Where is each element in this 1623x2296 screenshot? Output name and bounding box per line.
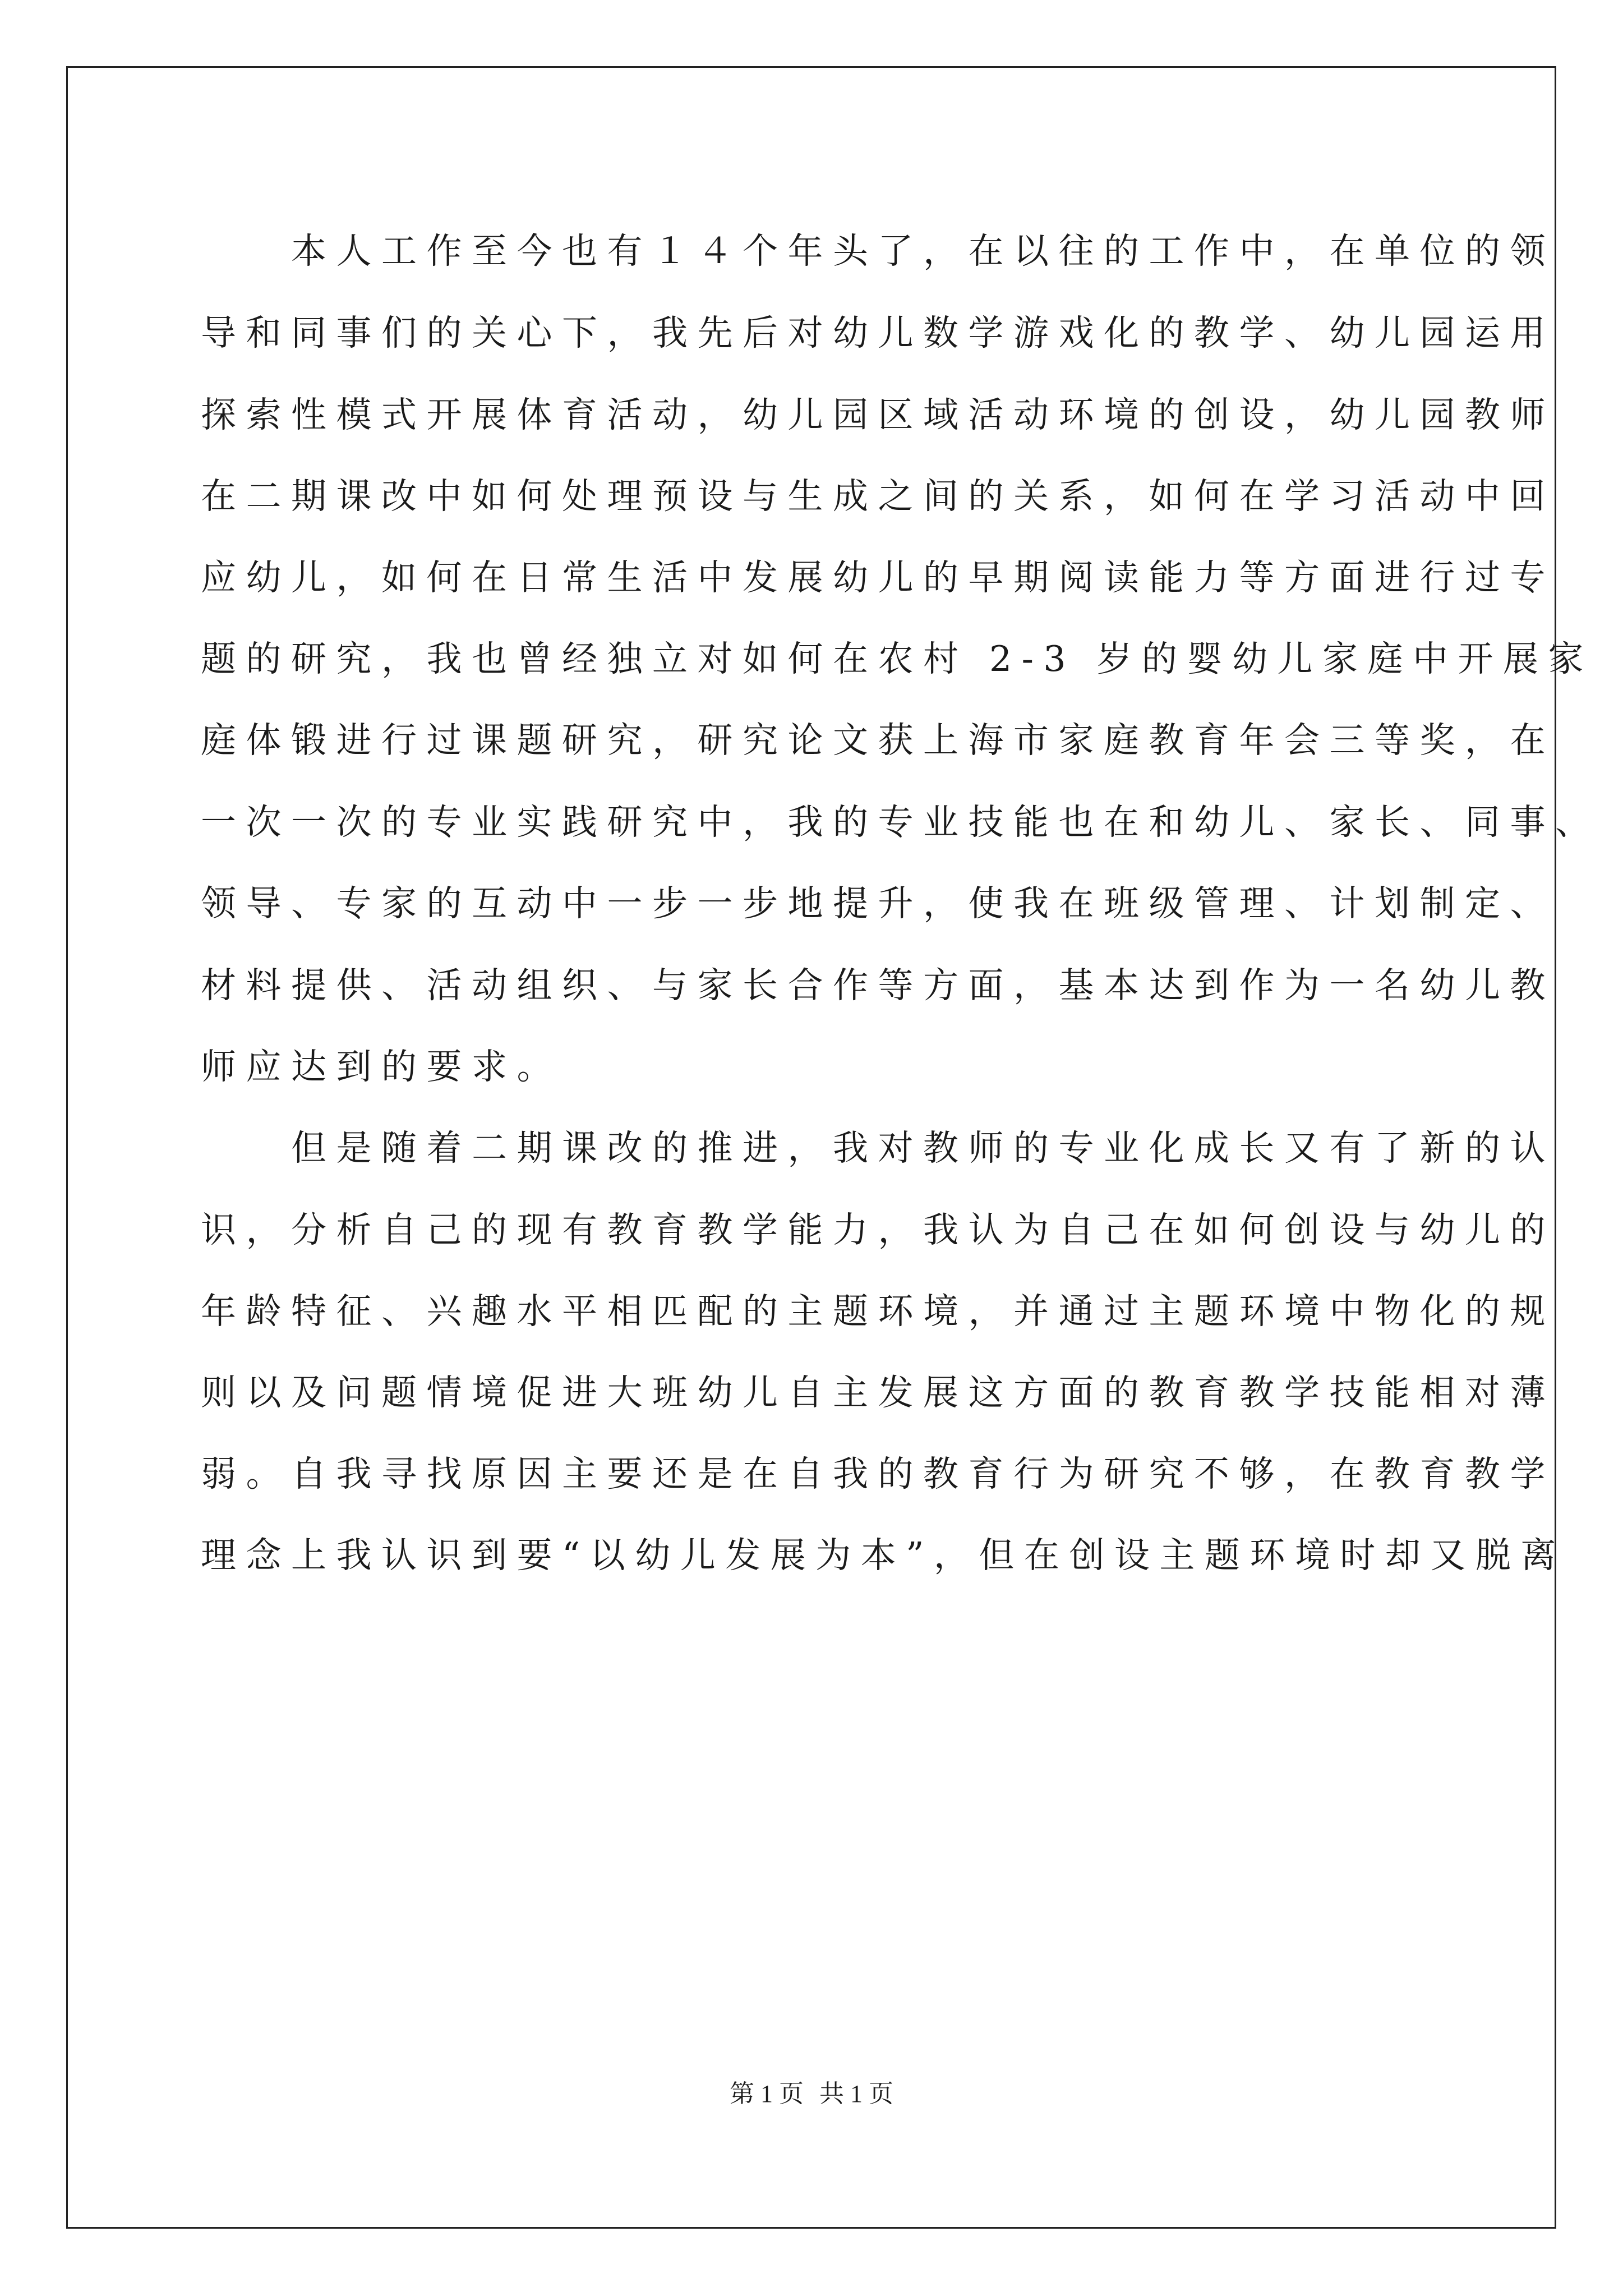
text-line: 则以及问题情境促进大班幼儿自主发展这方面的教育教学技能相对薄 bbox=[201, 1372, 1555, 1413]
text-line: 师应达到的要求。 bbox=[201, 1046, 562, 1087]
text-line: 题的研究，我也曾经独立对如何在农村 2-3 岁的婴幼儿家庭中开展家 bbox=[201, 638, 1594, 679]
text-line: 本人工作至今也有１４个年头了，在以往的工作中，在单位的领 bbox=[201, 231, 1555, 272]
text-line: 识，分析自己的现有教育教学能力，我认为自己在如何创设与幼儿的 bbox=[201, 1209, 1555, 1250]
text-line: 材料提供、活动组织、与家长合作等方面，基本达到作为一名幼儿教 bbox=[201, 965, 1555, 1006]
text-line: 导和同事们的关心下，我先后对幼儿数学游戏化的教学、幼儿园运用 bbox=[201, 312, 1555, 353]
text-line: 但是随着二期课改的推进，我对教师的专业化成长又有了新的认 bbox=[201, 1128, 1555, 1168]
text-line: 一次一次的专业实践研究中，我的专业技能也在和幼儿、家长、同事、 bbox=[201, 802, 1601, 843]
text-line: 探索性模式开展体育活动，幼儿园区域活动环境的创设，幼儿园教师 bbox=[201, 394, 1555, 435]
text-line: 在二期课改中如何处理预设与生成之间的关系，如何在学习活动中回 bbox=[201, 476, 1555, 517]
text-line: 应幼儿，如何在日常生活中发展幼儿的早期阅读能力等方面进行过专 bbox=[201, 557, 1555, 598]
text-line: 庭体锻进行过课题研究，研究论文获上海市家庭教育年会三等奖，在 bbox=[201, 720, 1555, 761]
page-total: 共 1 页 bbox=[819, 2080, 893, 2108]
text-line: 年龄特征、兴趣水平相匹配的主题环境，并通过主题环境中物化的规 bbox=[201, 1291, 1555, 1332]
text-line: 弱。自我寻找原因主要还是在自我的教育行为研究不够，在教育教学 bbox=[201, 1453, 1555, 1494]
page-footer bbox=[0, 2078, 1623, 2110]
text-line: 领导、专家的互动中一步一步地提升，使我在班级管理、计划制定、 bbox=[201, 883, 1555, 924]
text-line: 理念上我认识到要“以幼儿发展为本”，但在创设主题环境时却又脱离 bbox=[201, 1535, 1566, 1576]
page-number: 第 1 页 bbox=[730, 2080, 804, 2108]
